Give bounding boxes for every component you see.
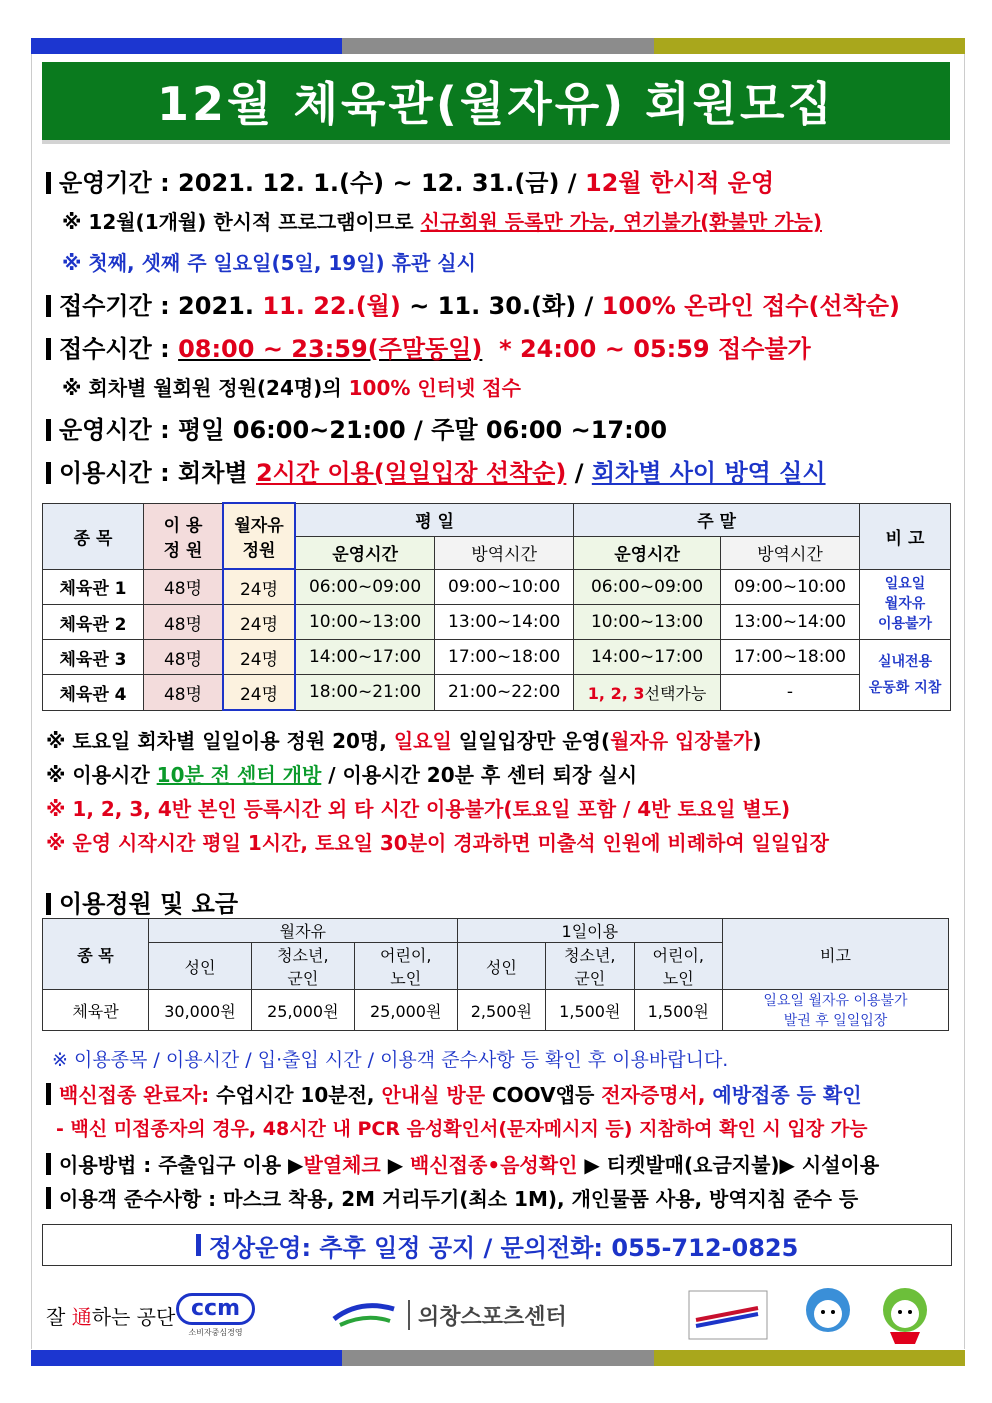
bottom-color-bar bbox=[31, 1350, 965, 1366]
col-item: 종 목 bbox=[43, 503, 144, 569]
note-sunday: 일요일 월자유 이용불가 bbox=[860, 569, 951, 640]
fees-heading: 이용정원 및 요금 bbox=[46, 884, 238, 919]
col-weekend-dis: 방역시간 bbox=[720, 536, 859, 569]
table-row: 체육관 30,000원 25,000원 25,000원 2,500원 1,500원 1,500원 일요일 월자유 이용불가 발권 후 일일입장 bbox=[43, 990, 949, 1031]
quality-mark bbox=[688, 1285, 768, 1345]
col-weekday-dis: 방역시간 bbox=[435, 536, 574, 569]
vaccine-incomplete: - 백신 미접종자의 경우, 48시간 내 PCR 음성확인서(문자메시지 등) 지참하여 확인 시 입장 가능 bbox=[56, 1118, 868, 1140]
usage-method: 이용방법 : 주출입구 이용 ▶발열체크 ▶ 백신접종•음성확인 ▶ 티켓발매(요금지불)▶ 시설이용 bbox=[46, 1149, 879, 1178]
schedule-table bbox=[42, 502, 951, 711]
col-note: 비 고 bbox=[860, 503, 951, 569]
corp-swoosh-icon bbox=[330, 1297, 400, 1333]
col-weekend-op: 운영시간 bbox=[574, 536, 721, 569]
registration-period: 접수기간 : 2021. 11. 22.(월) ~ 11. 30.(화) / 100% 온라인 접수(선착순) bbox=[46, 286, 900, 321]
col-monthly: 월자유 정원 bbox=[223, 503, 295, 569]
center-logo: 의창스포츠센터 bbox=[330, 1285, 567, 1345]
usage-time: 이용시간 : 회차별 2시간 이용(일일입장 선착순) / 회차별 사이 방역 실시 bbox=[46, 453, 826, 488]
table-row: 체육관 1 48명 24명 06:00~09:00 09:00~10:00 06:00~09:00 09:00~10:00 일요일 월자유 이용불가 bbox=[43, 569, 951, 605]
notice-saturday: ※ 토요일 회차별 일일이용 정원 20명, 일요일 일일입장만 운영(월자유 입장불가) bbox=[46, 729, 762, 753]
operating-hours: 운영시간 : 평일 06:00~21:00 / 주말 06:00 ~17:00 bbox=[46, 410, 667, 445]
mascots bbox=[790, 1285, 950, 1345]
certification-icon bbox=[688, 1290, 768, 1340]
notice-center-open: ※ 이용시간 10분 전 센터 개방 / 이용시간 20분 후 센터 퇴장 실시 bbox=[46, 763, 638, 787]
notice-closed-days: ※ 첫째, 셋째 주 일요일(5일, 19일) 휴관 실시 bbox=[62, 251, 476, 275]
ccm-logo: ccm 소비자중심경영 bbox=[176, 1285, 255, 1345]
contact-notice: 정상운영: 추후 일정 공지 / 문의전화: 055-712-0825 bbox=[42, 1224, 952, 1266]
table-row: 체육관 4 48명 24명 18:00~21:00 21:00~22:00 1, 2, 3선택가능 - bbox=[43, 675, 951, 711]
registration-time: 접수시간 : 08:00 ~ 23:59(주말동일) * 24:00 ~ 05:59 접수불가 bbox=[46, 329, 811, 364]
notice-online: ※ 회차별 월회원 정원(24명)의 100% 인터넷 접수 bbox=[62, 376, 521, 400]
col-weekday-op: 운영시간 bbox=[295, 536, 435, 569]
mascot-icon bbox=[790, 1284, 950, 1346]
top-color-bar bbox=[31, 38, 965, 54]
slogan: 잘 通 하는 공단 bbox=[46, 1304, 176, 1329]
col-capacity: 이 용 정 원 bbox=[144, 503, 224, 569]
table-row: 체육관 3 48명 24명 14:00~17:00 17:00~18:00 14:00~17:00 17:00~18:00 실내전용 운동화 지참 bbox=[43, 640, 951, 675]
fees-table: 종 목 월자유 1일이용 비고 성인 청소년, 군인 어린이, 노인 성인 청소년, 군인 어린이, 노인 체육관 30,000원 25,000원 25,000원 2,500원 1,500원 1,500원 일요일 월자유 이용불가 발권 후 일일입장 bbox=[42, 918, 949, 1031]
col-weekend: 주 말 bbox=[574, 503, 860, 536]
col-weekday: 평 일 bbox=[295, 503, 574, 536]
vaccine-complete: 백신접종 완료자: 수업시간 10분전, 안내실 방문 COOV앱등 전자증명서, 예방접종 등 확인 bbox=[46, 1079, 862, 1108]
page-title: 12월 체육관(월자유) 회원모집 bbox=[42, 62, 950, 140]
notice-new-members: ※ 12월(1개월) 한시적 프로그램이므로 신규회원 등록만 가능, 연기불가(환불만 가능) bbox=[62, 210, 822, 234]
note-shoes: 실내전용 운동화 지참 bbox=[860, 640, 951, 711]
notice-class-time: ※ 1, 2, 3, 4반 본인 등록시간 외 타 시간 이용불가(토요일 포함 / 4반 토요일 별도) bbox=[46, 797, 791, 821]
notice-absent: ※ 운영 시작시간 평일 1시간, 토요일 30분이 경과하면 미출석 인원에 비례하여 일일입장 bbox=[46, 831, 829, 855]
table-row: 체육관 2 48명 24명 10:00~13:00 13:00~14:00 10:00~13:00 13:00~14:00 bbox=[43, 605, 951, 640]
user-rules: 이용객 준수사항 : 마스크 착용, 2M 거리두기(최소 1M), 개인물품 사용, 방역지침 준수 등 bbox=[46, 1183, 858, 1212]
notice-check: ※ 이용종목 / 이용시간 / 입·출입 시간 / 이용객 준수사항 등 확인 후 이용바랍니다. bbox=[52, 1049, 729, 1071]
operation-period: 운영기간 : 2021. 12. 1.(수) ~ 12. 31.(금) / 12월 한시적 운영 bbox=[46, 163, 774, 198]
